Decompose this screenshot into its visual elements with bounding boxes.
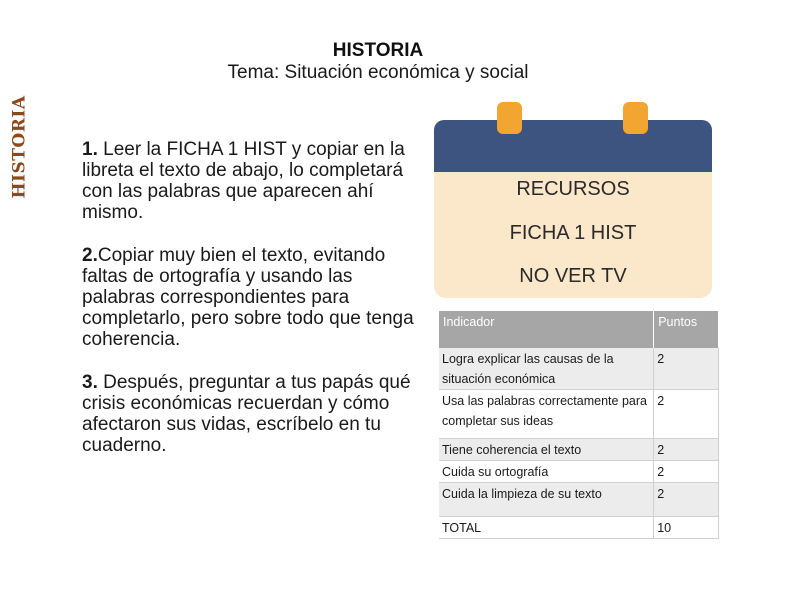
side-section-label-text: HISTORIA (10, 95, 30, 199)
calendar-line-no-tv: NO VER TV (519, 265, 627, 287)
instruction-step-3 (82, 372, 417, 456)
rubric-table (439, 311, 719, 539)
rubric-points: 2 (654, 483, 719, 517)
page-title: HISTORIA (332, 40, 424, 61)
rubric-points: 10 (654, 517, 719, 539)
step-number: 1. (82, 139, 98, 160)
instructions-list (82, 139, 417, 478)
rubric-indicator: Usa las palabras correctamente para completar sus ideas (439, 390, 654, 439)
rubric-points: 2 (654, 348, 719, 390)
calendar-line-worksheet: FICHA 1 HIST (509, 222, 637, 244)
rubric-header-points: Puntos (654, 311, 719, 348)
rubric-header-indicator: Indicador (439, 311, 654, 348)
calendar-ring-icon (497, 102, 522, 134)
table-row (439, 390, 719, 439)
instruction-step-2 (82, 245, 417, 350)
table-row (439, 348, 719, 390)
side-section-label (2, 92, 38, 202)
instruction-step-1 (82, 139, 417, 223)
resources-calendar-card (434, 102, 712, 298)
calendar-ring-icon (623, 102, 648, 134)
rubric-points: 2 (654, 461, 719, 483)
rubric-header-row (439, 311, 719, 348)
step-text: Leer la FICHA 1 HIST y copiar en la libreta el texto de abajo, lo completará con las palabras que aparecen ahí mismo. (82, 139, 405, 223)
table-row (439, 517, 719, 539)
table-row (439, 461, 719, 483)
table-row (439, 483, 719, 517)
step-number: 3. (82, 372, 98, 393)
rubric-indicator: Logra explicar las causas de la situación económica (439, 348, 654, 390)
step-text: Después, preguntar a tus papás qué crisis económicas recuerdan y cómo afectaron sus vidas, escríbelo en tu cuaderno. (82, 372, 411, 456)
rubric-points: 2 (654, 390, 719, 439)
page-subtitle: Tema: Situación económica y social (227, 62, 529, 83)
rubric-indicator: Tiene coherencia el texto (439, 439, 654, 461)
table-row (439, 439, 719, 461)
rubric-indicator: TOTAL (439, 517, 654, 539)
step-number: 2. (82, 245, 98, 266)
rubric-points: 2 (654, 439, 719, 461)
calendar-header (434, 120, 712, 172)
step-text: Copiar muy bien el texto, evitando faltas de ortografía y usando las palabras correspondientes para completarlo, pero sobre todo que tenga coherencia. (82, 245, 414, 350)
rubric-indicator: Cuida su ortografía (439, 461, 654, 483)
rubric-indicator: Cuida la limpieza de su texto (439, 483, 654, 517)
calendar-line-resources: RECURSOS (516, 178, 630, 200)
